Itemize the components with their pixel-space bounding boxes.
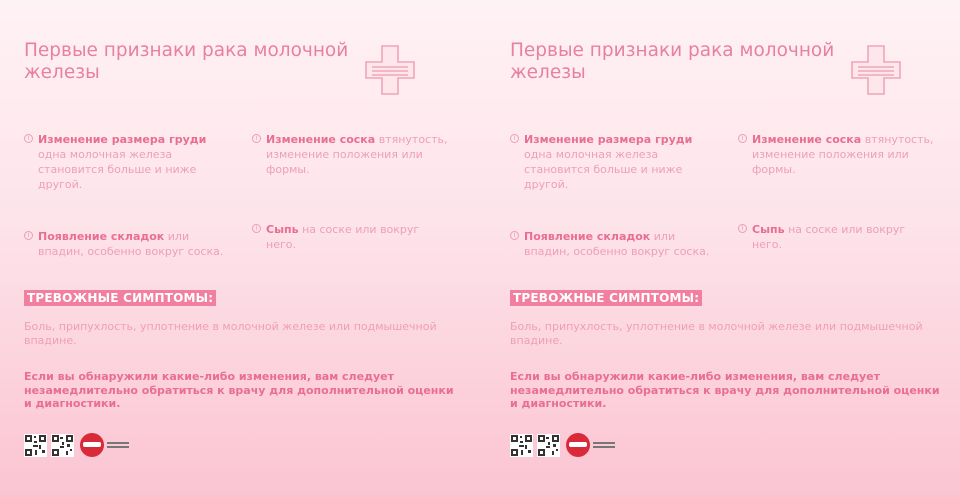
symptom-item-folds (24, 229, 224, 259)
poster-panel-2 (486, 0, 960, 497)
symptom-text: одна молочная железа становится больше и ниже другой. (524, 148, 683, 191)
poster-title: Первые признаки рака молочной железы (510, 40, 835, 83)
contact-info-icon (593, 439, 615, 451)
symptom-lead: Сыпь (752, 223, 785, 236)
info-icon: i (510, 231, 519, 240)
medical-cross-icon (364, 44, 416, 96)
info-icon: i (738, 224, 747, 233)
symptom-lead: Появление складок (38, 230, 165, 243)
qr-code-icon (51, 434, 74, 457)
symptom-text: одна молочная железа становится больше и ниже другой. (38, 148, 197, 191)
symptom-lead: Изменение соска (266, 133, 376, 146)
symptom-text: на соске или вокруг него. (752, 223, 906, 251)
poster-panel-1 (0, 0, 474, 497)
symptom-item-rash (252, 222, 452, 252)
footer-logos (24, 432, 129, 458)
info-icon: i (510, 134, 519, 143)
advice-text: Если вы обнаружили какие-либо изменения, вам следует незамедлительно обратиться к врачу для дополнительной оценки и диагностики. (510, 370, 940, 410)
symptom-lead: Изменение размера груди (524, 133, 693, 146)
advice-text: Если вы обнаружили какие-либо изменения, вам следует незамедлительно обратиться к врачу для дополнительной оценки и диагностики. (24, 370, 454, 410)
medical-cross-icon (850, 44, 902, 96)
symptom-lead: Сыпь (266, 223, 299, 236)
symptom-text: или впадин, особенно вокруг соска. (524, 230, 710, 258)
contact-info-icon (107, 439, 129, 451)
alarm-text: Боль, припухлость, уплотнение в молочной железе или подмышечной впадине. (510, 320, 923, 347)
info-icon: i (252, 224, 261, 233)
info-icon: i (252, 134, 261, 143)
info-icon: i (24, 134, 33, 143)
qr-code-icon (24, 434, 47, 457)
alarm-text: Боль, припухлость, уплотнение в молочной железе или подмышечной впадине. (24, 320, 437, 347)
symptom-text: втянутость, изменение положения или формы. (266, 133, 448, 176)
symptom-item-size (24, 132, 224, 192)
info-icon: i (24, 231, 33, 240)
alarm-heading: ТРЕВОЖНЫЕ СИМПТОМЫ: (24, 290, 216, 306)
symptom-text: или впадин, особенно вокруг соска. (38, 230, 224, 258)
symptom-lead: Изменение размера груди (38, 133, 207, 146)
info-icon: i (738, 134, 747, 143)
symptom-item-folds (510, 229, 710, 259)
symptom-item-nipple (252, 132, 452, 177)
poster-title: Первые признаки рака молочной железы (24, 40, 349, 83)
symptom-text: на соске или вокруг него. (266, 223, 420, 251)
symptom-item-rash (738, 222, 938, 252)
qr-code-icon (510, 434, 533, 457)
brand-logo-icon (566, 433, 590, 457)
qr-code-icon (537, 434, 560, 457)
footer-logos (510, 432, 615, 458)
symptom-lead: Появление складок (524, 230, 651, 243)
brand-logo-icon (80, 433, 104, 457)
alarm-heading: ТРЕВОЖНЫЕ СИМПТОМЫ: (510, 290, 702, 306)
symptom-text: втянутость, изменение положения или формы. (752, 133, 934, 176)
symptom-lead: Изменение соска (752, 133, 862, 146)
symptom-item-nipple (738, 132, 938, 177)
symptom-item-size (510, 132, 710, 192)
